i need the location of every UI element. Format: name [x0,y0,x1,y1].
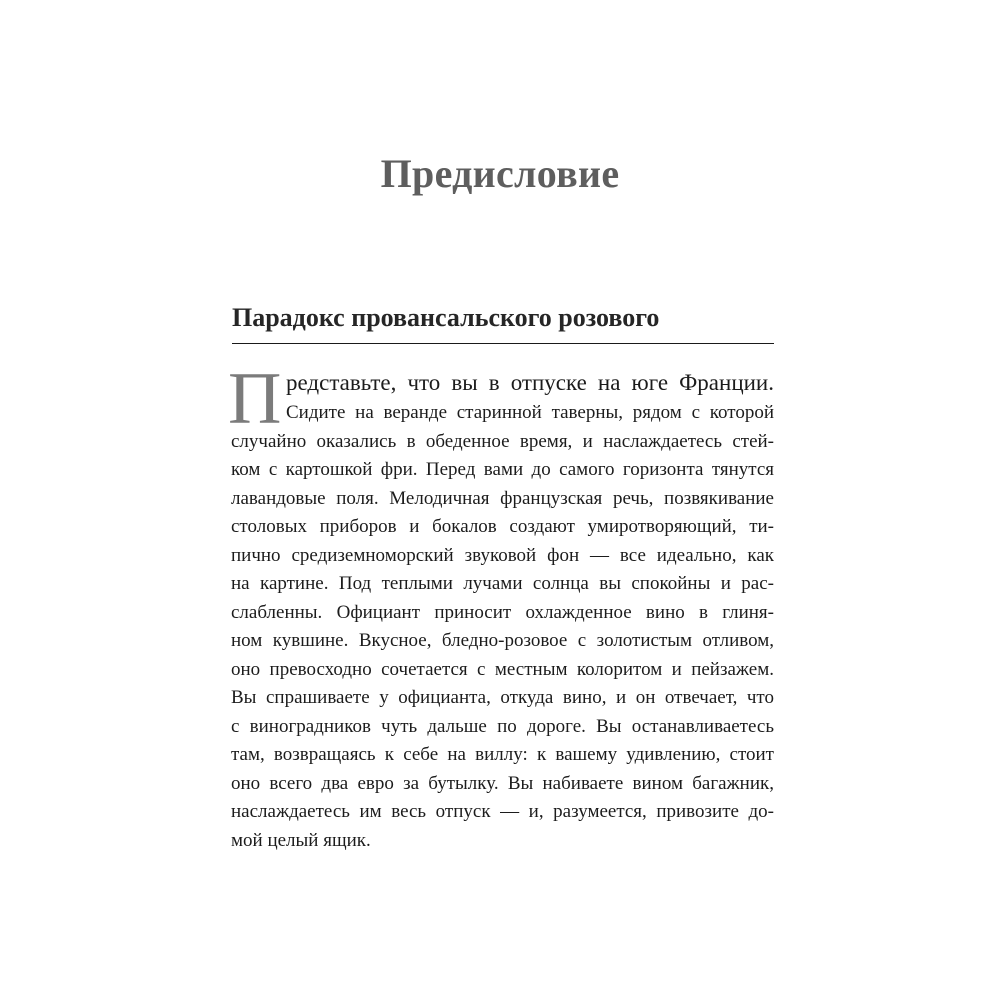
paragraph-line: Вы спрашиваете у официанта, откуда вино, и он отвечает, что [231,687,774,708]
paragraph-line: столовых приборов и бокалов создают умиротворяющий, ти- [231,516,774,537]
paragraph-line: пично средиземноморский звуковой фон — все идеально, как [231,545,774,566]
paragraph-line: наслаждаетесь им весь отпуск — и, разумеется, привозите до- [231,801,774,822]
paragraph-line: мой целый ящик. [231,830,371,851]
paragraph-line: редставьте, что вы в отпуске на юге Франции. [286,370,774,395]
paragraph-line: ном кувшине. Вкусное, бледно-розовое с золотистым отливом, [231,630,774,651]
chapter-title: Предисловие [380,151,620,196]
paragraph-line: Сидите на веранде старинной таверны, рядом с которой [286,402,774,423]
section-divider [232,343,774,344]
paragraph-line: оно превосходно сочетается с местным колоритом и пейзажем. [231,659,774,680]
section-title: Парадокс провансальского розового [232,303,660,332]
paragraph-line: слабленны. Официант приносит охлажденное вино в глиня- [231,602,774,623]
paragraph-line: случайно оказались в обеденное время, и наслаждаетесь стей- [231,431,774,452]
drop-cap: П [228,358,282,440]
paragraph-line: оно всего два евро за бутылку. Вы набиваете вином багажник, [231,773,774,794]
paragraph-line: лавандовые поля. Мелодичная французская речь, позвякивание [231,488,774,509]
paragraph-line: с виноградников чуть дальше по дороге. Вы останавливаетесь [231,716,774,737]
paragraph-line: на картине. Под теплыми лучами солнца вы спокойны и рас- [231,573,774,594]
paragraph-line: там, возвращаясь к себе на виллу: к вашему удивлению, стоит [231,744,774,765]
paragraph-line: ком с картошкой фри. Перед вами до самого горизонта тянутся [231,459,774,480]
